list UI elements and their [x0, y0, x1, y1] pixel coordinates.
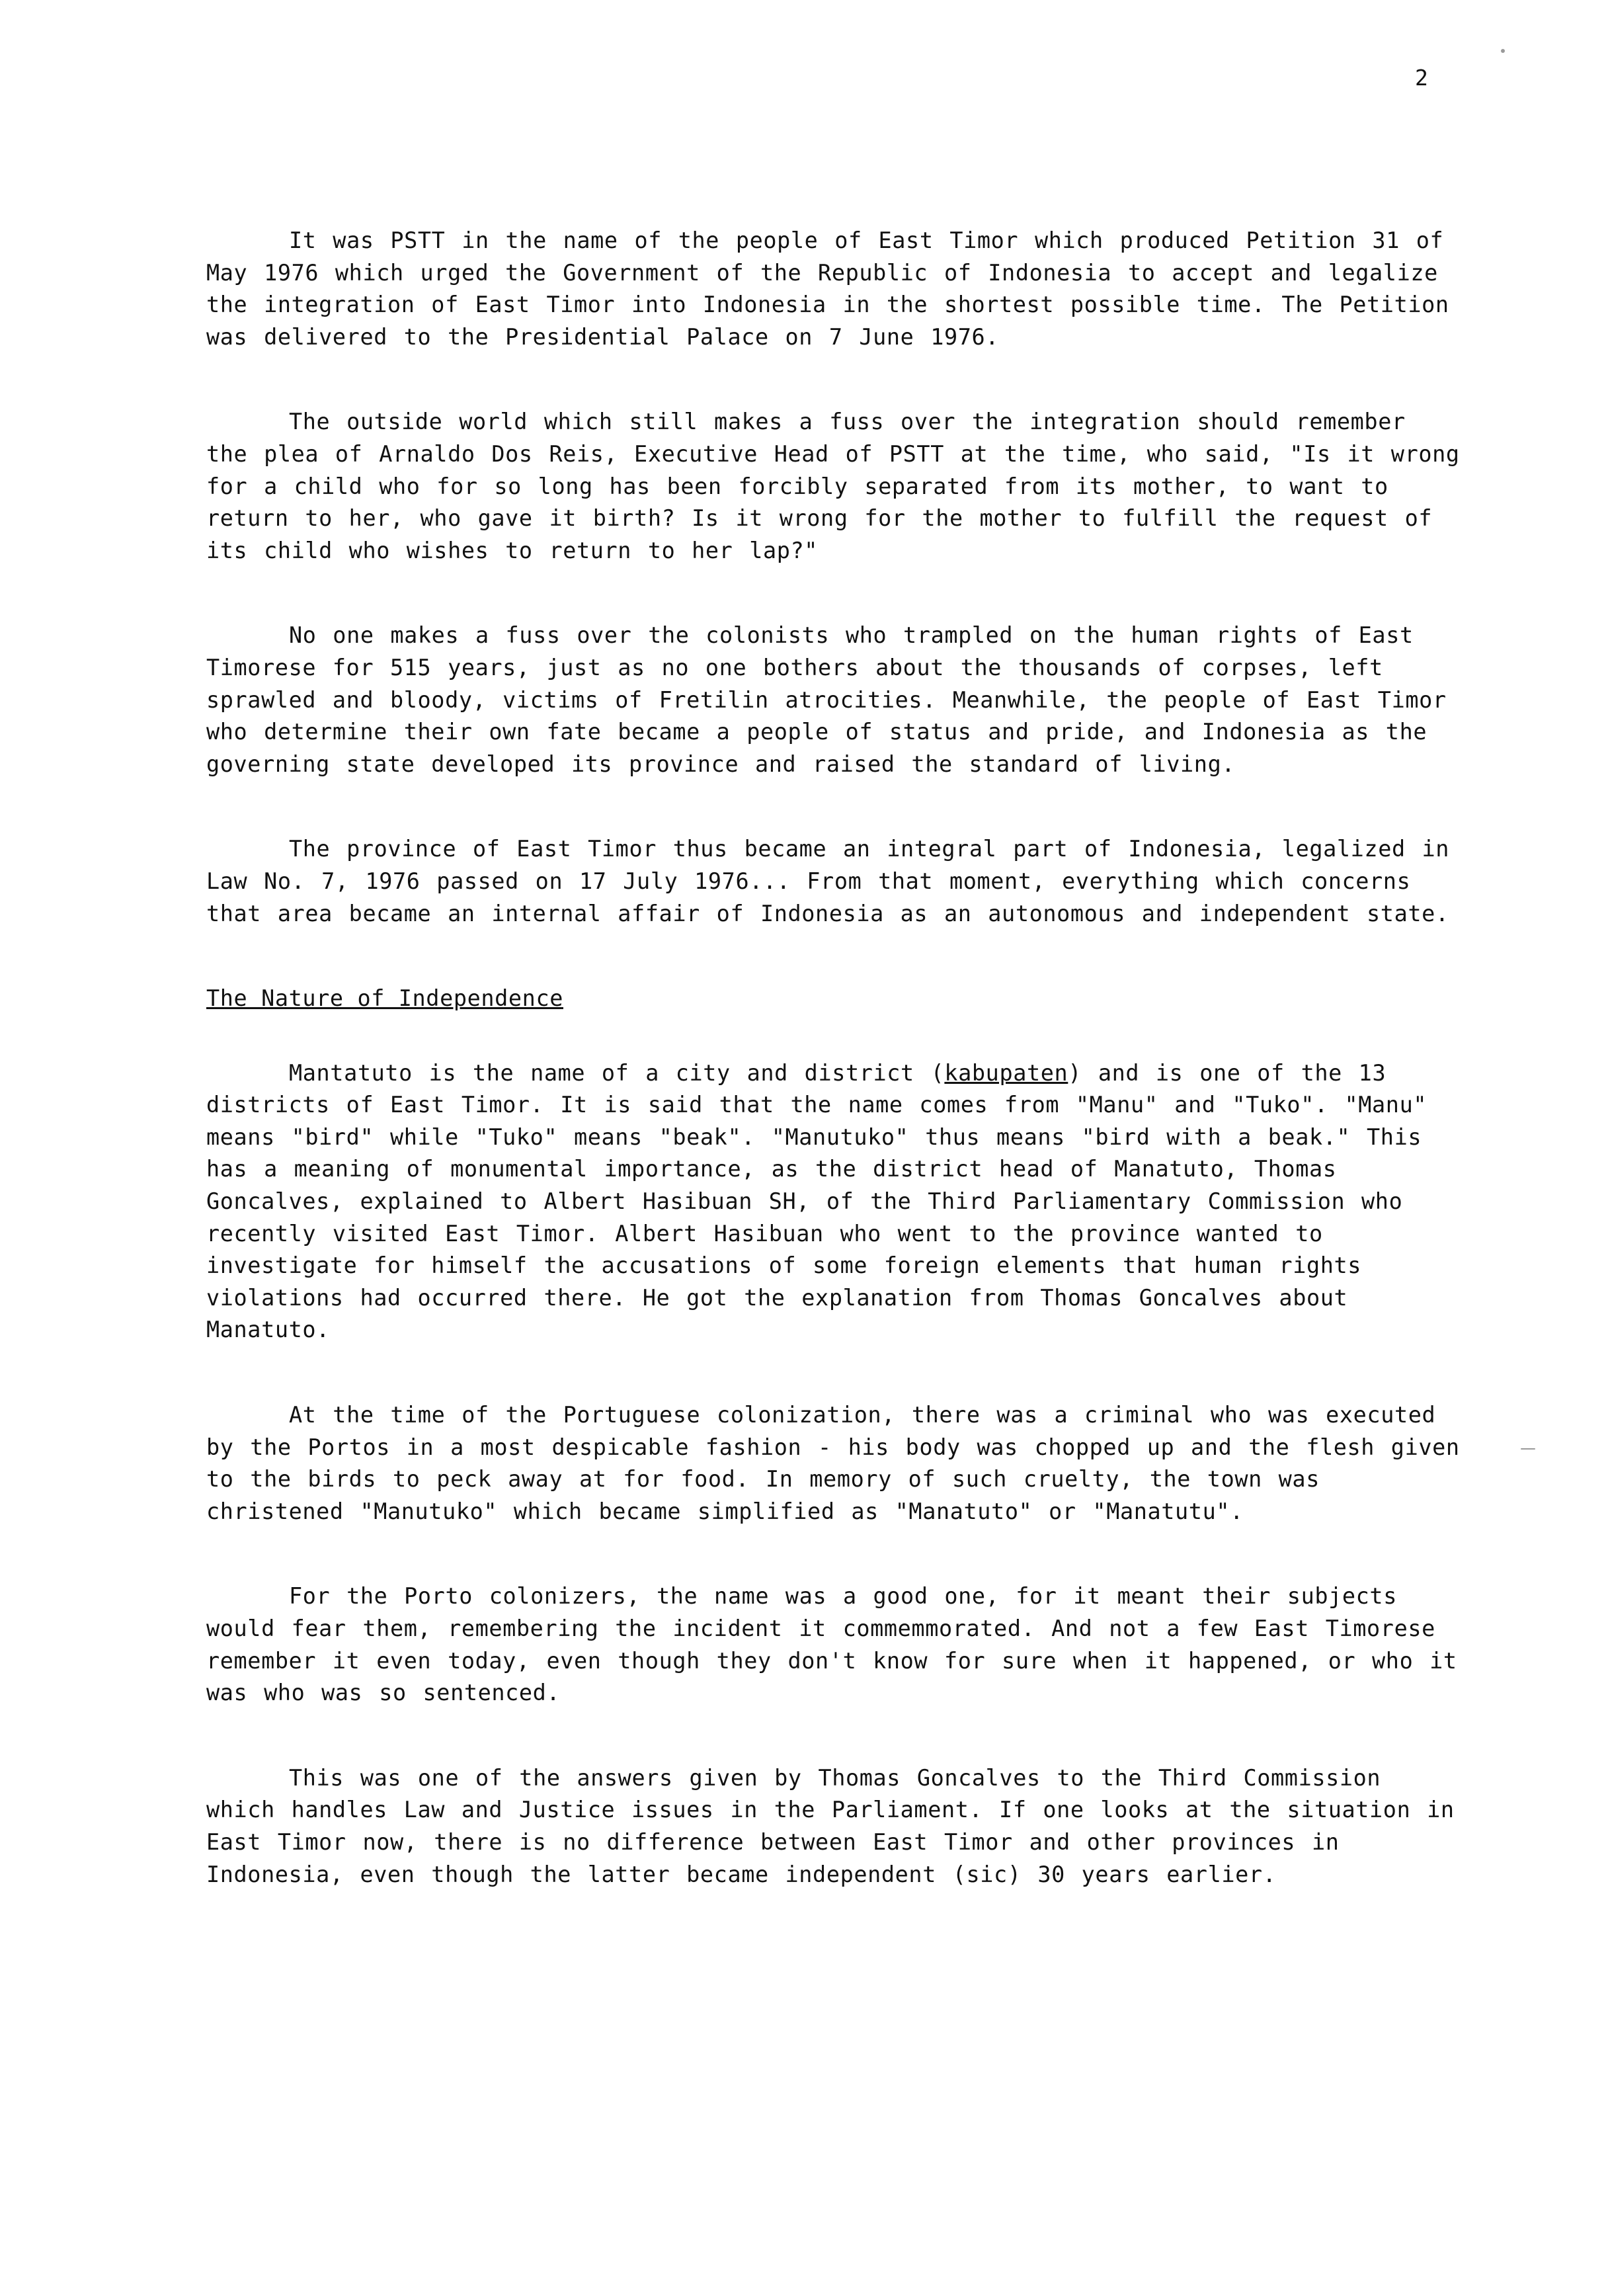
body-text [206, 225, 1463, 1944]
paragraph-colonists: No one makes a fuss over the colonists who trampled on the human rights of East Timorese for 515 years, just as no one bothers about the thousands of corpses, left sprawled and bloody, victims of Fretilin atrocities. Meanwhile, the people of East Timor who determine their own fate became a people of status and pride, and Indonesia as the governing state developed its province and raised the standard of living. [206, 622, 1447, 777]
kabupaten-term: kabupaten [944, 1059, 1068, 1086]
section-heading: The Nature of Independence [206, 985, 563, 1012]
paragraph-mantatuto-after: ) and is one of the 13 districts of East Timor. It is said that the name comes from "Manu" and "Tuko". "Manu" means "bird" while "Tuko" means "beak". "Manutuko" thus means "bird with a beak." This has a meaning of monumental importance, as the district head of Manatuto, Thomas Goncalves, explained to Albert Hasibuan SH, of the Third Parliamentary Commission who recently visited East Timor. Albert Hasibuan who went to the province wanted to investigate for himself the accusations of some foreign elements that human rights violations had occurred there. He got the explanation from Thomas Goncalves about Manatuto. [206, 1059, 1427, 1343]
paragraph-plea: The outside world which still makes a fuss over the integration should remember the plea of Arnaldo Dos Reis, Executive Head of PSTT at the time, who said, "Is it wrong for a child who for so long has been forcibly separated from its mother, to want to return to her, who gave it birth? Is it wrong for the mother to fulfill the request of its child who wishes to return to her lap?" [206, 409, 1460, 563]
paragraph-mantatuto [206, 1057, 1463, 1346]
paragraph-portuguese: At the time of the Portuguese colonization, there was a criminal who was executed by the Portos in a most despicable fashion - his body was chopped up and the flesh given to the birds to peck away at for food. In memory of such cruelty, the town was christened "Manutuko" which became simplified as "Manatuto" or "Manatutu". [206, 1402, 1460, 1524]
paragraph-province: The province of East Timor thus became an integral part of Indonesia, legalized in Law No. 7, 1976 passed on 17 July 1976... From that moment, everything which concerns that area became an internal affair of Indonesia as an autonomous and independent state. [206, 836, 1450, 926]
scan-speck [1521, 1448, 1535, 1450]
scan-speck [1501, 49, 1505, 53]
paragraph-porto-colonizers: For the Porto colonizers, the name was a good one, for it meant their subjects would fear them, remembering the incident it commemmorated. And not a few East Timorese remember it even today, even though they don't know for sure when it happened, or who it was who was so sentenced. [206, 1583, 1457, 1706]
paragraph-mantatuto-before: Mantatuto is the name of a city and district ( [289, 1059, 945, 1086]
paragraph-third-commission: This was one of the answers given by Thomas Goncalves to the Third Commission which handles Law and Justice issues in the Parliament. If one looks at the situation in East Timor now, there is no difference between East Timor and other provinces in Indonesia, even though the latter became independent (sic) 30 years earlier. [206, 1764, 1455, 1887]
paragraph-petition: It was PSTT in the name of the people of East Timor which produced Petition 31 of May 1976 which urged the Government of the Republic of Indonesia to accept and legalize the integration of East Timor into Indonesia in the shortest possible time. The Petition was delivered to the Presidential Palace on 7 June 1976. [206, 227, 1449, 350]
page-number: 2 [1415, 65, 1428, 91]
